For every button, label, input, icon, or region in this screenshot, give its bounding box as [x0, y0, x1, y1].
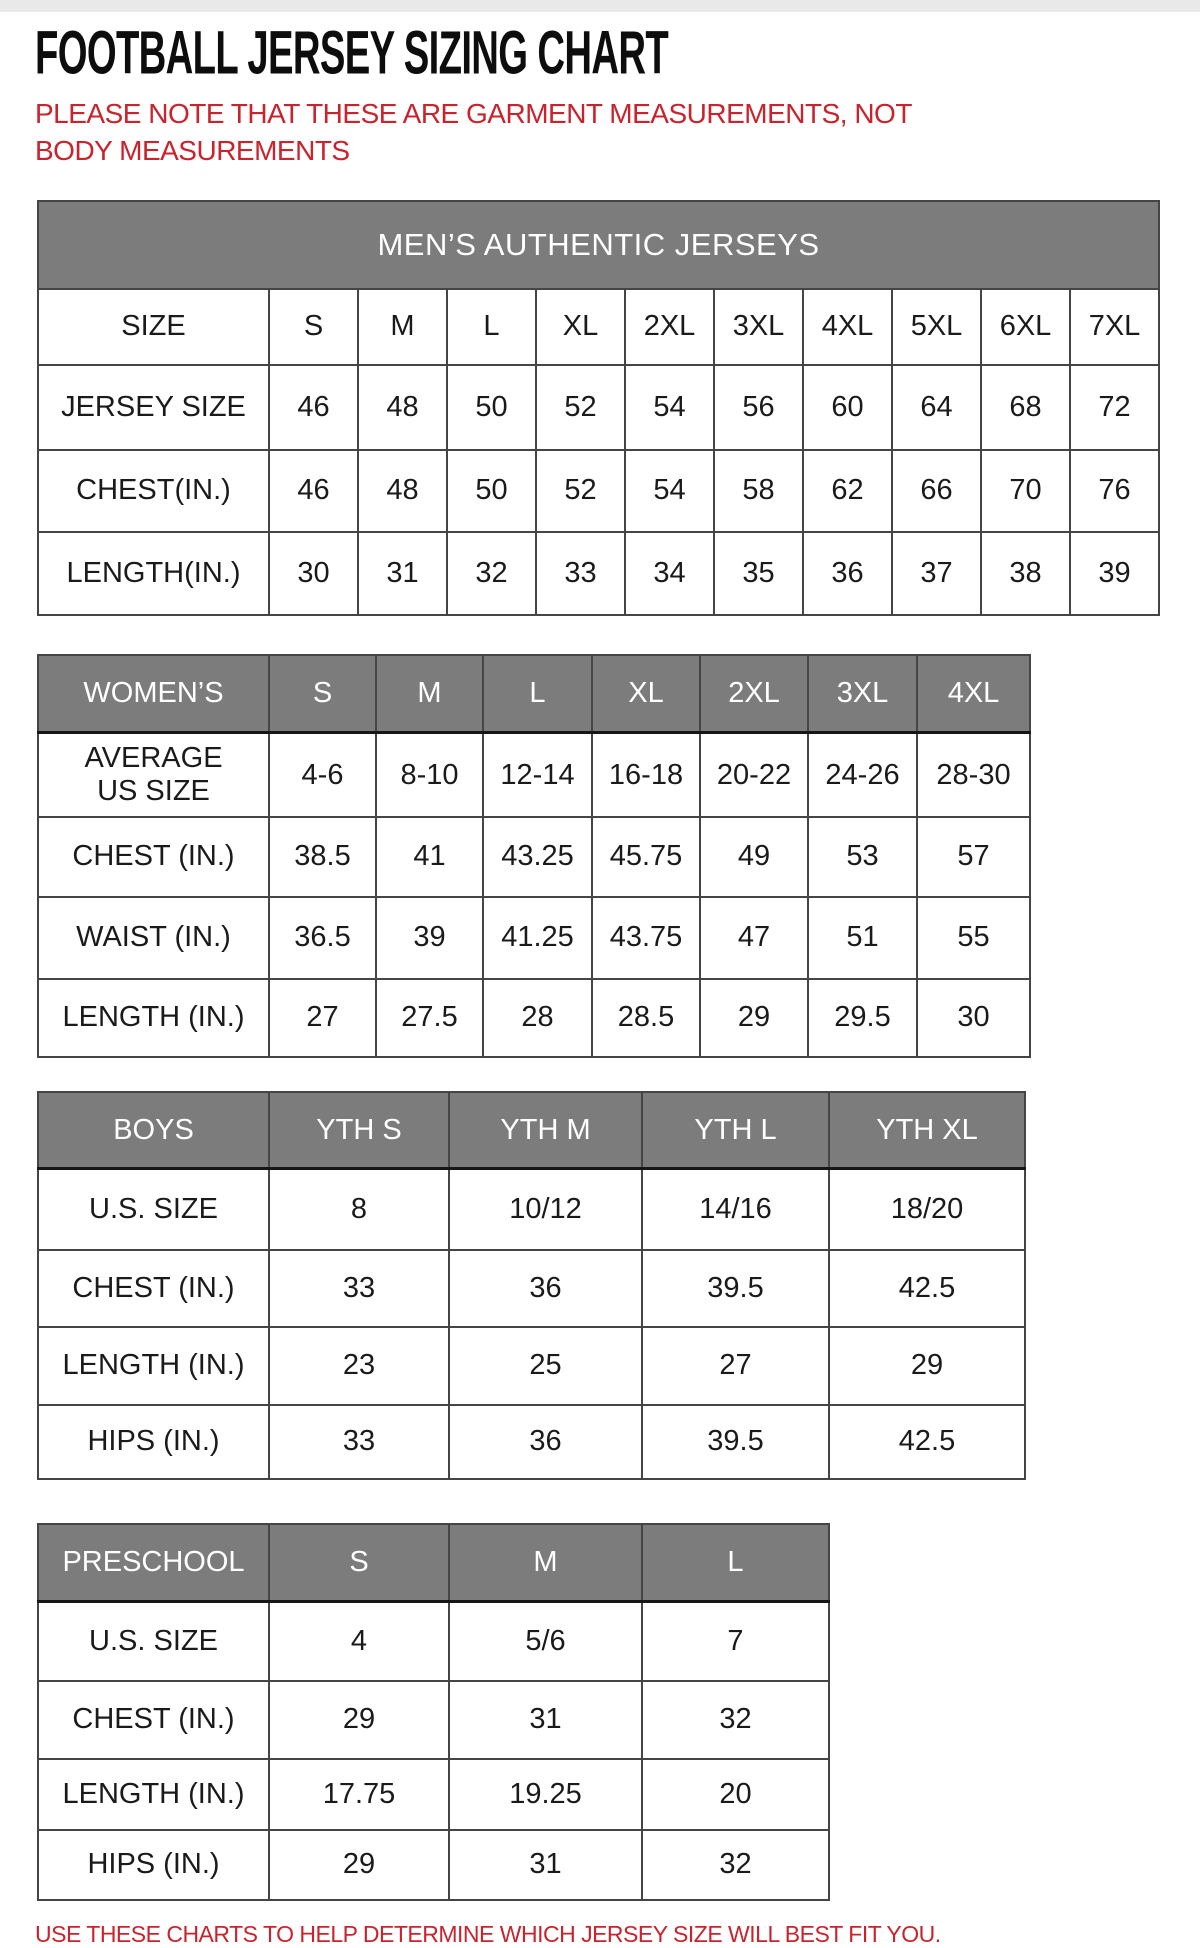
column-header: M [449, 1524, 642, 1602]
column-header: 4XL [917, 655, 1030, 733]
size-value: 48 [358, 365, 447, 450]
size-value: 51 [808, 897, 917, 979]
table-row [38, 733, 1030, 817]
size-value: 32 [642, 1830, 829, 1900]
size-value: 38 [981, 532, 1070, 615]
size-value: 41.25 [483, 897, 592, 979]
column-header: YTH L [642, 1092, 829, 1169]
row-label: LENGTH(IN.) [38, 532, 269, 615]
size-value: 14/16 [642, 1169, 829, 1250]
row-label: LENGTH (IN.) [38, 1759, 269, 1830]
table-row [38, 1250, 1025, 1327]
size-value: 64 [892, 365, 981, 450]
size-value: S [269, 289, 358, 365]
size-value: 31 [449, 1830, 642, 1900]
size-value: 2XL [625, 289, 714, 365]
size-value: 54 [625, 365, 714, 450]
size-value: 70 [981, 450, 1070, 532]
column-header: YTH XL [829, 1092, 1025, 1169]
column-header: YTH S [269, 1092, 449, 1169]
page-title: FOOTBALL JERSEY SIZING CHART [35, 18, 669, 87]
size-value: 38.5 [269, 817, 376, 897]
table-row [38, 1405, 1025, 1479]
boys-sizing-table [37, 1091, 1026, 1480]
size-value: 42.5 [829, 1405, 1025, 1479]
row-label [38, 733, 269, 817]
table-row [38, 532, 1159, 615]
size-value: 72 [1070, 365, 1159, 450]
column-header: PRESCHOOL [38, 1524, 269, 1602]
table-row [38, 1092, 1025, 1169]
table-row [38, 655, 1030, 733]
top-strip [0, 0, 1200, 12]
size-value: 50 [447, 450, 536, 532]
table-row [38, 1759, 829, 1830]
size-value: 39.5 [642, 1405, 829, 1479]
size-value: 34 [625, 532, 714, 615]
size-value: 53 [808, 817, 917, 897]
size-value: 45.75 [592, 817, 700, 897]
size-value: 42.5 [829, 1250, 1025, 1327]
size-value: 62 [803, 450, 892, 532]
row-label: U.S. SIZE [38, 1602, 269, 1681]
size-value: 27.5 [376, 979, 483, 1057]
size-value: 36 [449, 1405, 642, 1479]
size-value: 16-18 [592, 733, 700, 817]
size-value: 46 [269, 450, 358, 532]
size-value: 47 [700, 897, 808, 979]
size-value: 37 [892, 532, 981, 615]
size-value: 54 [625, 450, 714, 532]
mens-table-title: MEN’S AUTHENTIC JERSEYS [38, 201, 1159, 289]
size-value: L [447, 289, 536, 365]
table-row [38, 1524, 829, 1602]
row-label: U.S. SIZE [38, 1169, 269, 1250]
table-row [38, 289, 1159, 365]
size-value: 20 [642, 1759, 829, 1830]
size-value: 49 [700, 817, 808, 897]
column-header: 3XL [808, 655, 917, 733]
size-value: 33 [269, 1405, 449, 1479]
size-value: M [358, 289, 447, 365]
size-value: 55 [917, 897, 1030, 979]
size-value: 29 [269, 1830, 449, 1900]
size-value: 7 [642, 1602, 829, 1681]
size-value: 52 [536, 365, 625, 450]
size-value: 31 [358, 532, 447, 615]
size-value: 39 [376, 897, 483, 979]
size-value: 66 [892, 450, 981, 532]
column-header: WOMEN’S [38, 655, 269, 733]
row-label: HIPS (IN.) [38, 1405, 269, 1479]
size-value: 23 [269, 1327, 449, 1405]
size-value: 36 [449, 1250, 642, 1327]
size-value: 48 [358, 450, 447, 532]
table-row [38, 1327, 1025, 1405]
size-value: 31 [449, 1681, 642, 1759]
row-label: JERSEY SIZE [38, 365, 269, 450]
size-value: 39 [1070, 532, 1159, 615]
table-row [38, 1169, 1025, 1250]
size-value: 29 [269, 1681, 449, 1759]
size-value: 19.25 [449, 1759, 642, 1830]
table-row [38, 1681, 829, 1759]
size-value: 24-26 [808, 733, 917, 817]
size-value: 52 [536, 450, 625, 532]
preschool-sizing-table [37, 1523, 830, 1901]
table-row [38, 1830, 829, 1900]
size-value: 29 [700, 979, 808, 1057]
row-label: CHEST (IN.) [38, 817, 269, 897]
size-value: 4XL [803, 289, 892, 365]
mens-sizing-table [37, 200, 1160, 616]
size-value: 28 [483, 979, 592, 1057]
table-row [38, 365, 1159, 450]
table-row [38, 450, 1159, 532]
size-value: XL [536, 289, 625, 365]
size-value: 5/6 [449, 1602, 642, 1681]
size-value: 36 [803, 532, 892, 615]
womens-sizing-table [37, 654, 1031, 1058]
column-header: S [269, 655, 376, 733]
size-value: 58 [714, 450, 803, 532]
column-header: M [376, 655, 483, 733]
column-header: 2XL [700, 655, 808, 733]
size-value: 30 [269, 532, 358, 615]
size-value: 46 [269, 365, 358, 450]
size-value: 68 [981, 365, 1070, 450]
size-value: 20-22 [700, 733, 808, 817]
size-value: 43.75 [592, 897, 700, 979]
size-value: 27 [642, 1327, 829, 1405]
size-value: 10/12 [449, 1169, 642, 1250]
size-value: 36.5 [269, 897, 376, 979]
size-value: 33 [269, 1250, 449, 1327]
size-value: 29.5 [808, 979, 917, 1057]
size-value: 25 [449, 1327, 642, 1405]
size-value: 28.5 [592, 979, 700, 1057]
size-value: 5XL [892, 289, 981, 365]
column-header: BOYS [38, 1092, 269, 1169]
size-value: 4 [269, 1602, 449, 1681]
size-value: 56 [714, 365, 803, 450]
size-value: 6XL [981, 289, 1070, 365]
size-value: 57 [917, 817, 1030, 897]
size-value: 33 [536, 532, 625, 615]
garment-measurement-note: PLEASE NOTE THAT THESE ARE GARMENT MEASUREMENTS, NOT BODY MEASUREMENTS [35, 98, 912, 166]
size-value: 32 [642, 1681, 829, 1759]
row-label: CHEST (IN.) [38, 1681, 269, 1759]
row-label-text: AVERAGE US SIZE [84, 741, 223, 808]
column-header: XL [592, 655, 700, 733]
size-value: 4-6 [269, 733, 376, 817]
row-label: LENGTH (IN.) [38, 979, 269, 1057]
footer-note: USE THESE CHARTS TO HELP DETERMINE WHICH JERSEY SIZE WILL BEST FIT YOU. [35, 1920, 941, 1947]
row-label: SIZE [38, 289, 269, 365]
row-label: CHEST (IN.) [38, 1250, 269, 1327]
size-value: 32 [447, 532, 536, 615]
size-value: 35 [714, 532, 803, 615]
size-value: 17.75 [269, 1759, 449, 1830]
size-value: 60 [803, 365, 892, 450]
row-label: CHEST(IN.) [38, 450, 269, 532]
size-value: 30 [917, 979, 1030, 1057]
size-value: 18/20 [829, 1169, 1025, 1250]
column-header: S [269, 1524, 449, 1602]
size-value: 50 [447, 365, 536, 450]
size-value: 8 [269, 1169, 449, 1250]
table-row [38, 201, 1159, 289]
size-value: 12-14 [483, 733, 592, 817]
row-label: WAIST (IN.) [38, 897, 269, 979]
column-header: L [642, 1524, 829, 1602]
table-row [38, 897, 1030, 979]
size-value: 29 [829, 1327, 1025, 1405]
column-header: YTH M [449, 1092, 642, 1169]
size-value: 28-30 [917, 733, 1030, 817]
size-value: 3XL [714, 289, 803, 365]
table-row [38, 1602, 829, 1681]
size-value: 39.5 [642, 1250, 829, 1327]
column-header: L [483, 655, 592, 733]
size-value: 7XL [1070, 289, 1159, 365]
table-row [38, 979, 1030, 1057]
row-label: LENGTH (IN.) [38, 1327, 269, 1405]
size-value: 27 [269, 979, 376, 1057]
table-row [38, 817, 1030, 897]
size-value: 76 [1070, 450, 1159, 532]
size-value: 8-10 [376, 733, 483, 817]
size-value: 43.25 [483, 817, 592, 897]
size-value: 41 [376, 817, 483, 897]
row-label: HIPS (IN.) [38, 1830, 269, 1900]
